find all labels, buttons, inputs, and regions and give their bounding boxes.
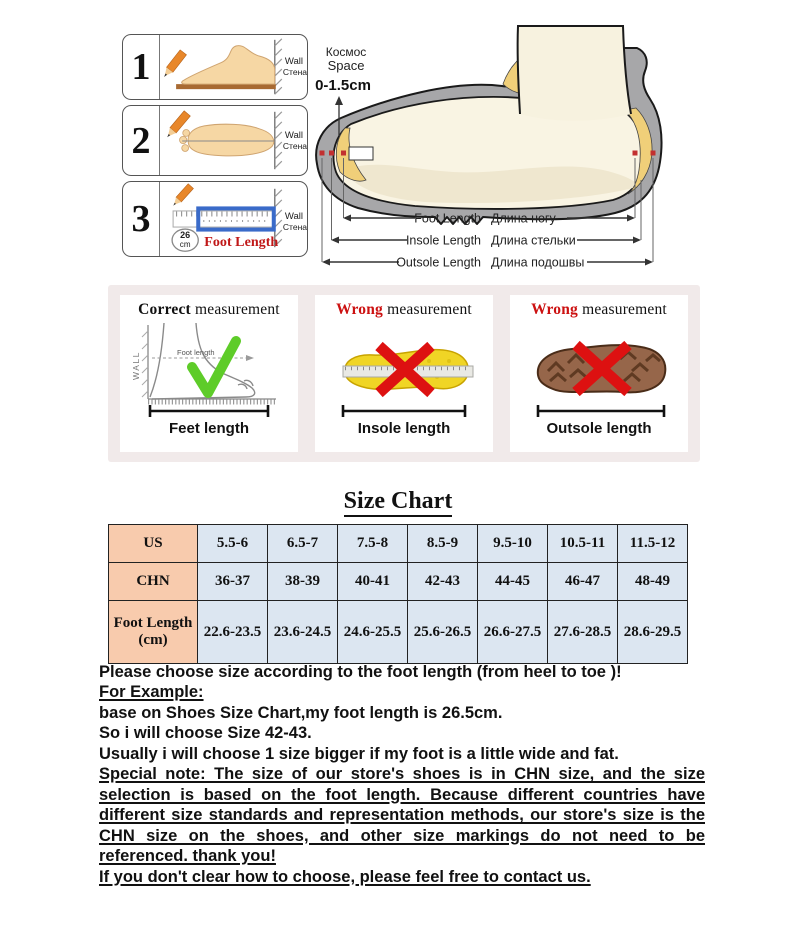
panel-title-rest: measurement [383,301,472,318]
measurement-panels-strip [108,285,700,462]
floor-board [176,84,276,89]
outsole-length-en: Outsole Length [396,255,481,270]
us-size-cell: 10.5-11 [548,525,618,563]
panel-title-word: Correct [138,301,191,318]
foot-top-shape [188,124,274,156]
panel-title-word: Wrong [531,301,579,318]
note-intro: Please choose size according to the foot length (from heel to toe )! [99,663,622,681]
wall-label-en: Wall [284,211,304,222]
wall-hatch [275,112,282,168]
wrong-outsole-panel [510,295,688,452]
ruler-value: 26 [180,230,191,241]
foot-side-view-diagram [160,35,307,99]
foot-length-label: Foot Length [204,234,279,251]
note-contact: If you don't clear how to choose, please feel free to contact us. [99,867,591,886]
wall-hatch [142,331,148,397]
space-label-en: Space [327,58,365,73]
us-size-cell: 5.5-6 [198,525,268,563]
step-3-box [122,181,308,257]
shoe-cross-section-diagram [303,20,701,278]
ruler [173,211,274,227]
space-arrow-head [335,96,343,105]
foot-side-shape [182,46,275,85]
note-example-line3: Usually i will choose 1 size bigger if my foot is a little wide and fat. [99,744,619,763]
note-special: Special note: The size of our store's shoes is in CHN size, and the size selection is based on the foot length. Because different countries have different size standards and representation methods, our store's size is the CHN size on the shoes, and other size markings do not need to be referenced. thank you! [99,765,705,866]
arrow-lines [324,218,651,262]
chn-size-cell: 46-47 [548,563,618,601]
note-example-heading: For Example: [99,683,204,702]
chn-size-cell: 44-45 [478,563,548,601]
row-header-chn: CHN [109,563,198,601]
wall-label-en: Wall [284,129,304,141]
outsole-length-ru: Длина подошвы [491,255,585,270]
size-chart-section [108,488,688,664]
outsole-length-label: Outsole length [546,420,652,437]
step-2-illustration [160,106,307,175]
step-1-number: 1 [123,35,160,99]
inner-foot-length-label: Foot length [177,348,215,357]
foot-length-cell: 22.6-23.5 [198,601,268,664]
foot-length-en: Foot Length [414,211,481,226]
step-2-number: 2 [123,106,160,175]
foot-length-cell: 24.6-25.5 [338,601,408,664]
ruler-unit: cm [179,240,191,250]
space-value: 0-1.5cm [315,77,371,94]
chn-size-cell: 40-41 [338,563,408,601]
insole-length-ru: Длина стельки [491,233,576,248]
row-header-us: US [109,525,198,563]
pencil-icon [171,184,194,208]
outsole-art [524,319,674,419]
sizing-notes [99,662,705,887]
foot-length-cell: 25.6-26.5 [408,601,478,664]
measuring-steps [122,34,308,262]
foot-length-cell: 27.6-28.5 [548,601,618,664]
leg-fill [518,26,631,121]
shoe-diagram-svg [303,20,701,278]
insole-length-en: Insole Length [405,233,481,248]
us-size-cell: 9.5-10 [478,525,548,563]
us-size-cell: 8.5-9 [408,525,478,563]
us-size-cell: 11.5-12 [618,525,688,563]
chn-size-cell: 38-39 [268,563,338,601]
note-example-line1: base on Shoes Size Chart,my foot length is 26.5cm. [99,703,503,722]
foot-length-header-line1: Foot Length [113,615,193,631]
table-row-foot-length [109,601,688,664]
foot-length-header-line2: (cm) [138,632,168,648]
wall-hatch [275,39,282,94]
space-label-ru: Космос [325,45,367,59]
us-size-cell: 6.5-7 [268,525,338,563]
wall-label-en: Wall [284,55,304,67]
step-1-illustration [160,35,307,99]
wall-label-ru: Стена [282,141,308,152]
wall-label-ru: Стена [282,67,308,78]
toe-gap-marker [349,147,373,160]
panel-title [336,301,472,319]
correct-measure-art [131,319,284,419]
chn-size-cell: 48-49 [618,563,688,601]
row-header-foot-length [109,601,198,664]
pencil-icon [161,50,187,80]
foot-length-cell: 28.6-29.5 [618,601,688,664]
panel-title [531,301,667,319]
table-row-chn [109,563,688,601]
ruler-measure-diagram [160,182,307,256]
note-example-line2: So i will choose Size 42-43. [99,724,312,743]
correct-measurement-panel [120,295,298,452]
foot-length-cell: 23.6-24.5 [268,601,338,664]
wrong-insole-panel [315,295,493,452]
panel-title-rest: measurement [190,301,280,318]
size-chart-title: Size Chart [344,488,453,517]
size-chart-table [108,524,688,664]
step-3-illustration [160,182,307,256]
insole-length-label: Insole length [357,420,451,437]
step-1-box [122,34,308,100]
foot-length-cell: 26.6-27.5 [478,601,548,664]
wall-label-ru: Стена [282,222,308,233]
chn-size-cell: 42-43 [408,563,478,601]
foot-top-view-diagram [160,106,307,175]
foot-length-ru: Длина ногу [491,211,556,226]
wall-vertical-label: WALL [131,351,141,380]
step-2-box [122,105,308,176]
chn-size-cell: 36-37 [198,563,268,601]
panel-title-rest: measurement [578,301,667,318]
table-row-us [109,525,688,563]
insole-art [329,319,479,419]
panel-title [138,301,280,319]
feet-length-label: Feet length [168,420,249,437]
panel-title-word: Wrong [336,301,384,318]
step-3-number: 3 [123,182,160,256]
us-size-cell: 7.5-8 [338,525,408,563]
